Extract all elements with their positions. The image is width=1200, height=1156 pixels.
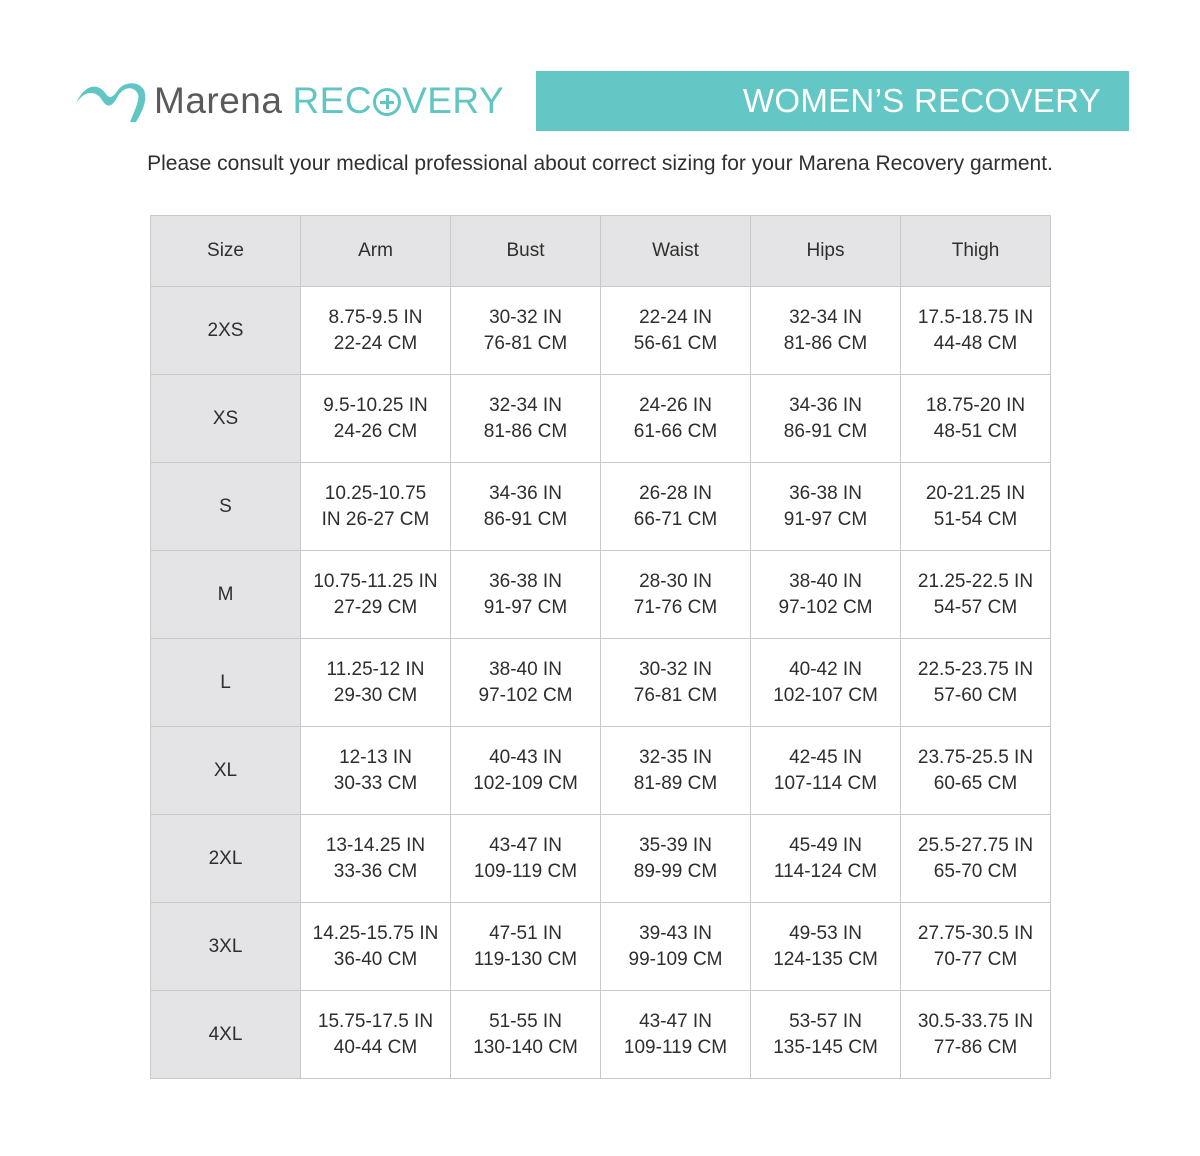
measurement-line-1: 30.5-33.75 IN [917,1010,1034,1032]
measurement-line-2: 30-33 CM [333,772,418,794]
measurement-cell [301,287,451,375]
measurement-line-2: 130-140 CM [473,1036,578,1058]
size-label-cell: S [151,463,301,551]
measurement-line-1: 23.75-25.5 IN [917,746,1034,768]
wave-m-logo-icon [74,82,150,124]
measurement-cell [601,375,751,463]
measurement-line-2: 91-97 CM [483,596,568,618]
measurement-line-1: 34-36 IN [489,482,562,504]
table-row [151,375,1051,463]
banner-title: WOMEN’S RECOVERY [742,82,1101,119]
measurement-cell [751,287,901,375]
measurement-line-1: 38-40 IN [789,570,862,592]
measurement-line-1: 12-13 IN [339,746,412,768]
measurement-cell [751,903,901,991]
measurement-cell [751,375,901,463]
measurement-line-1: 43-47 IN [489,834,562,856]
measurement-line-1: 18.75-20 IN [925,394,1026,416]
measurement-line-2: 44-48 CM [933,332,1018,354]
measurement-line-1: 25.5-27.75 IN [917,834,1034,856]
measurement-cell [901,287,1051,375]
size-label-cell: XL [151,727,301,815]
measurement-line-2: 135-145 CM [773,1036,878,1058]
column-header-bust: Bust [451,216,601,287]
table-row [151,727,1051,815]
measurement-line-2: 57-60 CM [933,684,1018,706]
measurement-line-1: 34-36 IN [789,394,862,416]
measurement-cell [751,815,901,903]
measurement-line-2: 76-81 CM [633,684,718,706]
measurement-line-1: 20-21.25 IN [925,482,1026,504]
measurement-cell [901,375,1051,463]
measurement-line-1: 30-32 IN [489,306,562,328]
size-label-cell: M [151,551,301,639]
measurement-cell [901,727,1051,815]
measurement-line-2: 86-91 CM [783,420,868,442]
measurement-line-2: 77-86 CM [933,1036,1018,1058]
measurement-line-1: 21.25-22.5 IN [917,570,1034,592]
size-label-cell: 2XS [151,287,301,375]
measurement-cell [451,991,601,1079]
measurement-line-1: 32-35 IN [639,746,712,768]
measurement-line-2: 70-77 CM [933,948,1018,970]
measurement-line-1: 15.75-17.5 IN [317,1010,434,1032]
measurement-line-2: 76-81 CM [483,332,568,354]
measurement-line-2: 61-66 CM [633,420,718,442]
measurement-cell [751,639,901,727]
measurement-line-2: 109-119 CM [473,860,578,882]
measurement-line-2: 48-51 CM [933,420,1018,442]
measurement-line-1: 36-38 IN [789,482,862,504]
column-header-waist: Waist [601,216,751,287]
measurement-line-2: 99-109 CM [628,948,723,970]
measurement-cell [301,463,451,551]
measurement-line-2: 54-57 CM [933,596,1018,618]
sizing-disclaimer: Please consult your medical professional about correct sizing for your Marena Recovery garment. [147,152,1053,175]
table-row [151,639,1051,727]
measurement-cell [451,551,601,639]
measurement-cell [751,991,901,1079]
measurement-cell [901,991,1051,1079]
measurement-line-2: 91-97 CM [783,508,868,530]
measurement-cell [451,727,601,815]
table-row [151,551,1051,639]
table-header-row [151,216,1051,287]
column-header-arm: Arm [301,216,451,287]
brand-name-rec: REC [292,80,373,121]
size-label-cell: 4XL [151,991,301,1079]
measurement-cell [451,639,601,727]
measurement-cell [601,815,751,903]
brand-name-marena: Marena [154,80,283,121]
measurement-line-1: 27.75-30.5 IN [917,922,1034,944]
measurement-line-1: 8.75-9.5 IN [328,306,423,328]
table-row [151,815,1051,903]
measurement-cell [451,287,601,375]
measurement-line-1: 53-57 IN [789,1010,862,1032]
measurement-cell [901,551,1051,639]
measurement-line-2: 119-130 CM [473,948,578,970]
measurement-line-1: 39-43 IN [639,922,712,944]
measurement-line-2: 81-89 CM [633,772,718,794]
column-header-thigh: Thigh [901,216,1051,287]
measurement-line-2: 97-102 CM [778,596,873,618]
measurement-line-1: 30-32 IN [639,658,712,680]
measurement-line-1: 10.25-10.75 [324,482,427,504]
size-chart-table [150,215,1051,1079]
measurement-cell [301,727,451,815]
measurement-line-1: 43-47 IN [639,1010,712,1032]
measurement-line-2: 60-65 CM [933,772,1018,794]
column-header-hips: Hips [751,216,901,287]
measurement-line-1: 42-45 IN [789,746,862,768]
measurement-line-1: 40-42 IN [789,658,862,680]
measurement-line-2: 51-54 CM [933,508,1018,530]
measurement-line-1: 22-24 IN [639,306,712,328]
measurement-cell [601,991,751,1079]
measurement-cell [451,463,601,551]
measurement-cell [601,639,751,727]
brand-wordmark [154,80,504,122]
measurement-cell [601,727,751,815]
measurement-line-2: 36-40 CM [333,948,418,970]
measurement-line-2: 86-91 CM [483,508,568,530]
measurement-cell [451,375,601,463]
measurement-cell [301,903,451,991]
measurement-line-1: 17.5-18.75 IN [917,306,1034,328]
measurement-line-2: 24-26 CM [333,420,418,442]
measurement-line-1: 10.75-11.25 IN [313,570,438,592]
table-row [151,903,1051,991]
measurement-line-2: 124-135 CM [773,948,878,970]
measurement-line-2: 56-61 CM [633,332,718,354]
size-label-cell: XS [151,375,301,463]
measurement-line-1: 14.25-15.75 IN [312,922,439,944]
measurement-line-2: 102-109 CM [473,772,578,794]
measurement-line-2: 107-114 CM [773,772,878,794]
measurement-line-2: 71-76 CM [633,596,718,618]
measurement-line-2: 89-99 CM [633,860,718,882]
measurement-line-2: 65-70 CM [933,860,1018,882]
measurement-cell [901,903,1051,991]
measurement-line-1: 32-34 IN [489,394,562,416]
measurement-cell [901,815,1051,903]
measurement-line-1: 32-34 IN [789,306,862,328]
measurement-line-1: 36-38 IN [489,570,562,592]
measurement-cell [601,463,751,551]
measurement-line-1: 26-28 IN [639,482,712,504]
measurement-line-2: 81-86 CM [783,332,868,354]
column-header-size: Size [151,216,301,287]
size-label-cell: L [151,639,301,727]
measurement-line-1: 51-55 IN [489,1010,562,1032]
table-row [151,991,1051,1079]
brand-name-recovery [292,80,504,121]
brand-logo [74,80,505,124]
measurement-line-1: 49-53 IN [789,922,862,944]
measurement-line-1: 35-39 IN [639,834,712,856]
table-row [151,463,1051,551]
measurement-line-1: 24-26 IN [639,394,712,416]
measurement-cell [301,551,451,639]
medical-cross-icon [373,88,401,116]
measurement-line-2: 114-124 CM [773,860,878,882]
measurement-cell [301,815,451,903]
brand-name-very: VERY [402,80,505,121]
measurement-line-2: 29-30 CM [333,684,418,706]
measurement-line-1: 9.5-10.25 IN [323,394,428,416]
measurement-cell [751,463,901,551]
measurement-cell [901,463,1051,551]
measurement-line-1: 40-43 IN [489,746,562,768]
measurement-cell [301,639,451,727]
measurement-line-2: 40-44 CM [333,1036,418,1058]
measurement-cell [901,639,1051,727]
measurement-cell [751,551,901,639]
measurement-line-1: 13-14.25 IN [325,834,426,856]
measurement-cell [601,287,751,375]
measurement-line-2: 22-24 CM [333,332,418,354]
measurement-line-2: 33-36 CM [333,860,418,882]
measurement-line-2: IN 26-27 CM [321,508,430,530]
measurement-cell [301,991,451,1079]
measurement-line-1: 22.5-23.75 IN [917,658,1034,680]
measurement-cell [301,375,451,463]
measurement-cell [451,815,601,903]
measurement-line-2: 102-107 CM [773,684,878,706]
measurement-line-1: 38-40 IN [489,658,562,680]
measurement-line-2: 27-29 CM [333,596,418,618]
measurement-cell [751,727,901,815]
category-banner [536,71,1129,131]
table-body [151,287,1051,1079]
measurement-line-1: 11.25-12 IN [326,658,425,680]
measurement-line-1: 45-49 IN [789,834,862,856]
measurement-line-1: 28-30 IN [639,570,712,592]
table-row [151,287,1051,375]
measurement-line-2: 109-119 CM [623,1036,728,1058]
size-label-cell: 2XL [151,815,301,903]
measurement-cell [601,551,751,639]
measurement-line-1: 47-51 IN [489,922,562,944]
measurement-cell [601,903,751,991]
measurement-line-2: 66-71 CM [633,508,718,530]
measurement-cell [451,903,601,991]
measurement-line-2: 97-102 CM [478,684,573,706]
size-label-cell: 3XL [151,903,301,991]
measurement-line-2: 81-86 CM [483,420,568,442]
